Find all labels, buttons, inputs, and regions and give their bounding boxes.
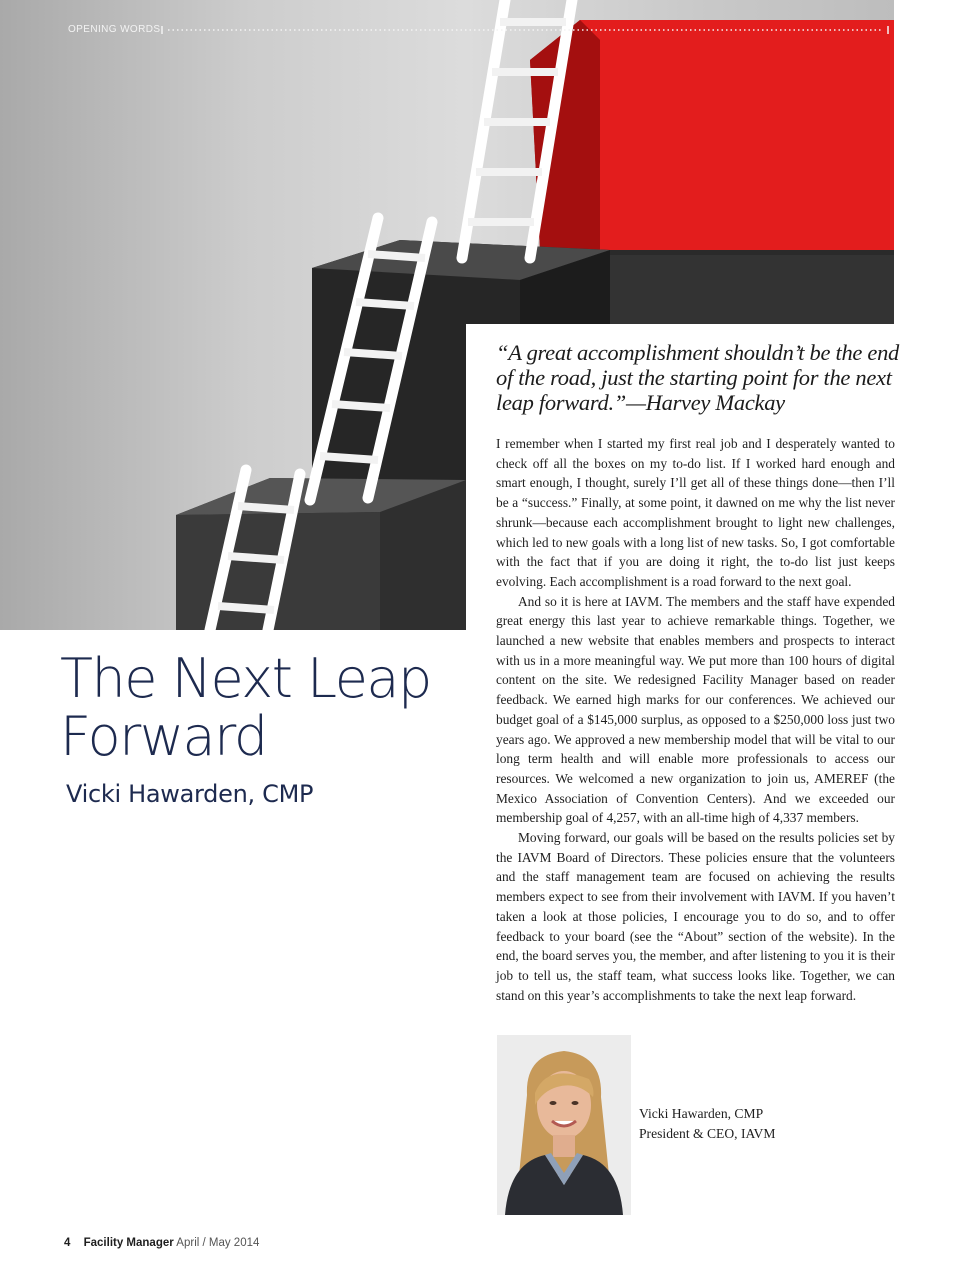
article-body xyxy=(496,434,895,1005)
section-label: OPENING WORDS xyxy=(68,24,161,35)
issue-date: April / May 2014 xyxy=(176,1237,260,1249)
body-paragraph: And so it is here at IAVM. The members and the staff have expended great energy this last year to achieve remarkable things. Together, we launched a new website that enables members and prospects to interact with us in a more meaningful way. We put more than 100 hours of digital content on the site. We redesigned Facility Manager based on reader feedback. We earned high marks for our conferences. We achieved our budget goal of a $145,000 surplus, as opposed to a $250,000 loss just two years ago. We approved a new membership model that will be vital to our long term health and will enable more professionals to access our resources. We welcomed a new organization to join us, AMEREF (the Mexico Association of Convention Centers). And we exceeded our membership goal of 4,257, with an all-time high of 4,337 members. xyxy=(496,593,895,826)
pull-quote: “A great accomplishment shouldn’t be the end of the road, just the starting point for the next leap forward.”—Harvey Mackay xyxy=(496,340,899,415)
dotted-rule xyxy=(160,24,890,36)
caption-name: Vicki Hawarden, CMP xyxy=(639,1106,764,1121)
caption-title: President & CEO, IAVM xyxy=(639,1125,776,1141)
article-byline: Vicki Hawarden, CMP xyxy=(66,780,314,808)
body-paragraph: I remember when I started my first real job and I desperately wanted to check off all the boxes on my to-do list. If I worked hard enough and smart enough, I thought, surely I’ll get all of these things done—then I’ll be a “success.” Finally, at some point, it dawned on me why the list never shrunk—because each accomplishment brought to light new challenges, which led to new goals with a long list of new tasks. So, I got comfortable with the fact that if you are doing it right, the to-do list just keeps evolving. Each accomplishment is a road forward to the next goal. xyxy=(496,436,895,589)
body-paragraph: Moving forward, our goals will be based on the results policies set by the IAVM Board of Directors. These policies ensure that the volunteers and the staff management team are focused on achieving the results members expect to see from their involvement with IAVM. If you haven’t taken a look at those policies, I encourage you to do so, and to offer feedback to your board (see the “About” section of the website). In the end, the board serves you, the member, and after listening to you it is their job to tell us, the staff team, what success looks like. Together, we can stand on this year’s accomplishments to take the next leap forward. xyxy=(496,830,895,1003)
article-title: The Next Leap Forward xyxy=(60,647,431,768)
page-footer xyxy=(64,1237,259,1249)
page-number: 4 xyxy=(64,1237,71,1249)
author-photo xyxy=(497,1035,631,1215)
magazine-name: Facility Manager xyxy=(83,1237,174,1249)
photo-caption xyxy=(639,1104,775,1143)
